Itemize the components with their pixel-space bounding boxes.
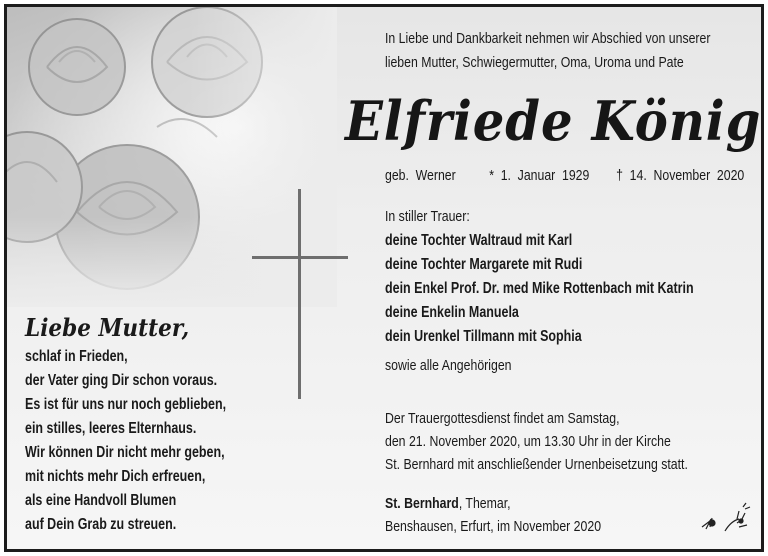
poem-title: Liebe Mutter, bbox=[25, 313, 190, 342]
mourners-heading: In stiller Trauer: bbox=[385, 208, 470, 225]
intro-line: In Liebe und Dankbarkeit nehmen wir Abschied von unserer bbox=[385, 30, 711, 47]
intro-line: lieben Mutter, Schwiegermutter, Oma, Uroma und Pate bbox=[385, 54, 684, 71]
mourners-list bbox=[385, 229, 694, 349]
cross-icon bbox=[298, 189, 301, 399]
place-and-date bbox=[385, 492, 601, 538]
flower-ornament-icon bbox=[697, 499, 757, 539]
mourner-item: deine Tochter Waltraud mit Karl bbox=[385, 232, 573, 249]
other-relatives: sowie alle Angehörigen bbox=[385, 357, 512, 374]
mourner-item: dein Urenkel Tillmann mit Sophia bbox=[385, 328, 582, 345]
mourner-item: dein Enkel Prof. Dr. med Mike Rottenbach mit Katrin bbox=[385, 280, 694, 297]
intro-text bbox=[385, 27, 710, 75]
death-date: † 14. November 2020 bbox=[616, 167, 745, 184]
obituary-notice bbox=[4, 4, 764, 552]
service-line: den 21. November 2020, um 13.30 Uhr in der Kirche bbox=[385, 433, 671, 450]
mourner-item: deine Enkelin Manuela bbox=[385, 304, 519, 321]
roses-photo bbox=[7, 7, 337, 307]
poem-line: Es ist für uns nur noch geblieben, bbox=[25, 396, 227, 413]
birth-date: * 1. Januar 1929 bbox=[489, 167, 590, 184]
service-line: St. Bernhard mit anschließender Urnenbeisetzung statt. bbox=[385, 456, 688, 473]
mourner-item: deine Tochter Margarete mit Rudi bbox=[385, 256, 583, 273]
poem-line: auf Dein Grab zu streuen. bbox=[25, 516, 177, 533]
service-info bbox=[385, 407, 688, 476]
poem-line: Wir können Dir nicht mehr geben, bbox=[25, 444, 225, 461]
place-church: St. Bernhard bbox=[385, 495, 459, 512]
poem-line: der Vater ging Dir schon voraus. bbox=[25, 372, 218, 389]
poem-line: mit nichts mehr Dich erfreuen, bbox=[25, 468, 206, 485]
poem-line: als eine Handvoll Blumen bbox=[25, 492, 177, 509]
deceased-name: Elfriede König bbox=[345, 89, 762, 153]
poem-line: schlaf in Frieden, bbox=[25, 348, 128, 365]
place-date: Benshausen, Erfurt, im November 2020 bbox=[385, 518, 602, 535]
service-line: Der Trauergottesdienst findet am Samstag, bbox=[385, 410, 620, 427]
life-dates bbox=[385, 167, 744, 184]
cross-icon-bar bbox=[252, 256, 348, 259]
poem-line: ein stilles, leeres Elternhaus. bbox=[25, 420, 197, 437]
born-name: geb. Werner bbox=[385, 167, 456, 184]
poem bbox=[25, 345, 226, 537]
place-town: , Themar, bbox=[458, 495, 511, 512]
